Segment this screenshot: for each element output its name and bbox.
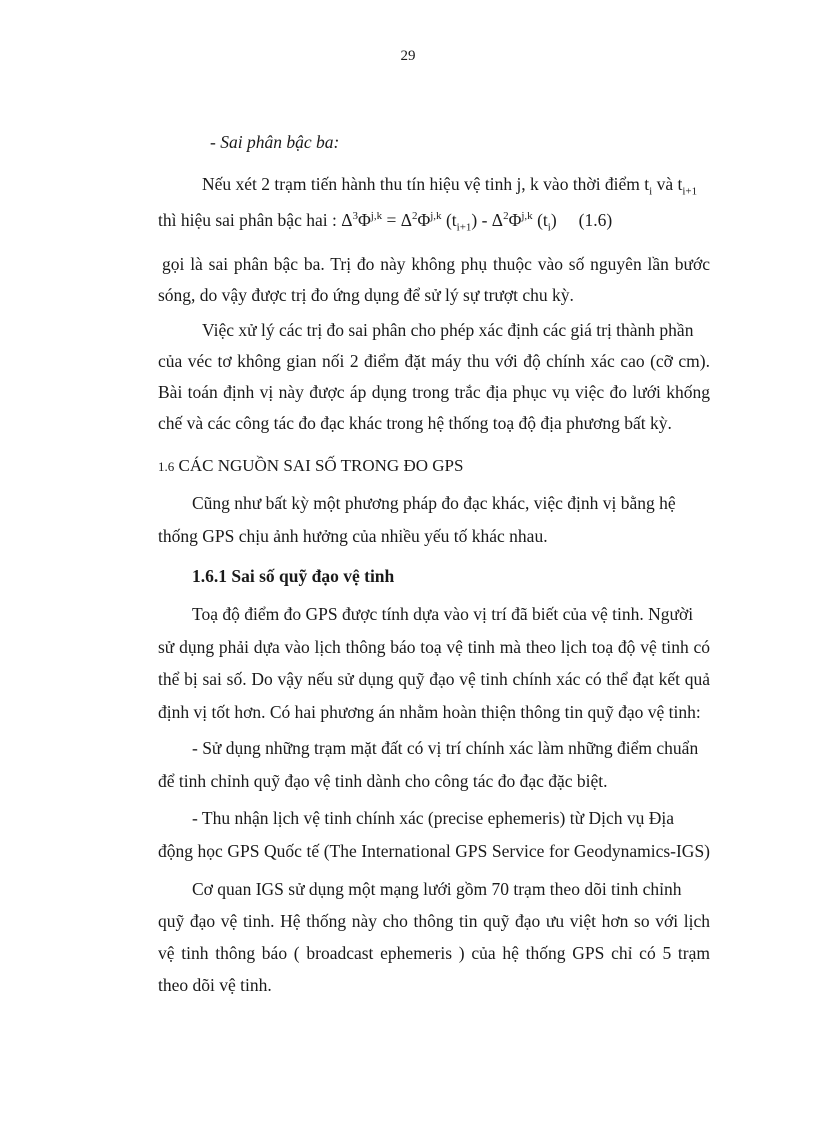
para3-line2: của véc tơ không gian nối 2 điểm đặt máy thu với độ chính xác cao (cỡ cm). — [158, 351, 710, 371]
bullet1-line2: để tinh chỉnh quỹ đạo vệ tinh dành cho công tác đo đạc đặc biệt. — [158, 771, 608, 791]
para6-line3: vệ tinh thông báo ( broadcast ephemeris ) của hệ thống GPS chỉ có 5 trạm — [158, 943, 710, 963]
page-number: 29 — [400, 48, 416, 64]
section-heading-1-6-1: 1.6.1 Sai số quỹ đạo vệ tinh — [192, 566, 395, 586]
para6-line1: Cơ quan IGS sử dụng một mạng lưới gồm 70 trạm theo dõi tinh chỉnh — [192, 879, 682, 899]
equation-1-6: thì hiệu sai phân bậc hai : $\Delta^3\Phi^{j,k} = \Delta^2\Phi^{j,k}$ $(t_{i+1}) - \Delta^2\Phi^{j,k}$ $(t_i)$ (1.6) — [158, 210, 613, 234]
para4-line2: thống GPS chịu ảnh hưởng của nhiều yếu tố khác nhau. — [158, 526, 548, 546]
para4-line1: Cũng như bất kỳ một phương pháp đo đạc khác, việc định vị bằng hệ — [192, 493, 676, 513]
para3-line4: chế và các công tác đo đạc khác trong hệ thống toạ độ địa phương bất kỳ. — [158, 413, 672, 433]
para5-line4: định vị tốt hơn. Có hai phương án nhằm hoàn thiện thông tin quỹ đạo vệ tinh: — [158, 702, 701, 722]
para2-line2: sóng, do vậy được trị đo ứng dụng để sử lý sự trượt chu kỳ. — [158, 285, 574, 305]
para6-line2: quỹ đạo vệ tinh. Hệ thống này cho thông tin quỹ đạo ưu việt hơn so với lịch — [158, 911, 710, 931]
bullet1-line1: - Sử dụng những trạm mặt đất có vị trí chính xác làm những điểm chuẩn — [192, 738, 699, 758]
para6-line4: theo dõi vệ tinh. — [158, 975, 272, 995]
equation-label: (1.6) — [578, 210, 613, 230]
para3-line3: Bài toán định vị này được áp dụng trong trắc địa phục vụ việc đo lưới khống — [158, 382, 710, 402]
bullet2-line1: - Thu nhận lịch vệ tinh chính xác (precise ephemeris) từ Dịch vụ Địa — [192, 808, 674, 828]
para3-line1: Việc xử lý các trị đo sai phân cho phép xác định các giá trị thành phần — [202, 320, 694, 340]
para5-line2: sử dụng phải dựa vào lịch thông báo toạ vệ tinh mà theo lịch toạ độ vệ tinh có — [158, 637, 710, 657]
para5-line1: Toạ độ điểm đo GPS được tính dựa vào vị trí đã biết của vệ tinh. Người — [192, 604, 694, 624]
para5-line3: thể bị sai số. Do vậy nếu sử dụng quỹ đạo vệ tinh chính xác có thể đạt kết quả — [158, 669, 710, 689]
para2-line1: gọi là sai phân bậc ba. Trị đo này không phụ thuộc vào số nguyên lần bước — [162, 254, 710, 274]
bullet2-line2: động học GPS Quốc tế (The International GPS Service for Geodynamics-IGS) — [158, 841, 710, 861]
para1-line1: Nếu xét 2 trạm tiến hành thu tín hiệu vệ tinh j, k vào thời điểm $t_i$ và $t_{i+1}$ — [202, 174, 698, 198]
subheading-third-order-difference: - Sai phân bậc ba: — [210, 132, 340, 152]
section-heading-1-6: 1.6 CÁC NGUỒN SAI SỐ TRONG ĐO GPS — [158, 456, 464, 475]
